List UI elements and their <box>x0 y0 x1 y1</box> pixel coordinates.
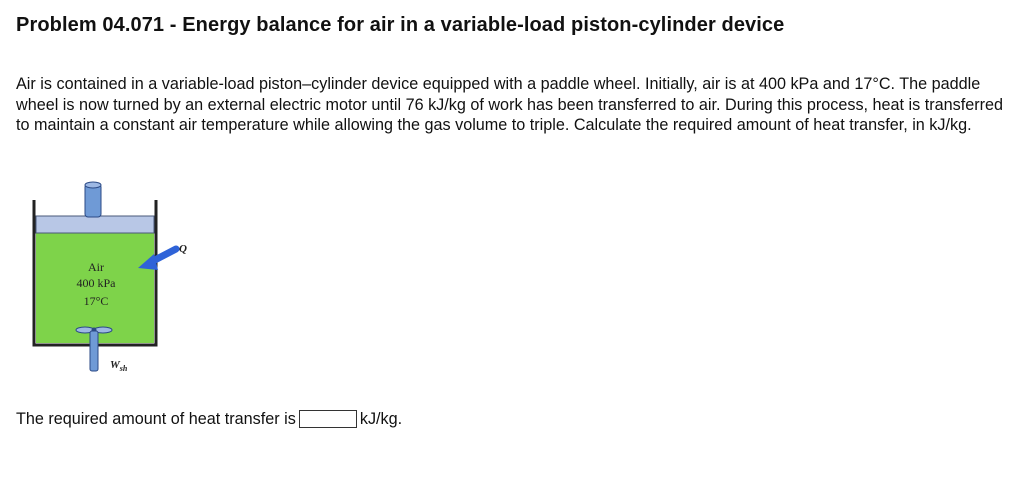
answer-unit: kJ/kg. <box>359 410 403 428</box>
temperature-label: 17°C <box>83 294 109 308</box>
shaft-work-label-main: W <box>110 359 120 371</box>
answer-line <box>16 408 402 430</box>
shaft-work-label <box>110 359 128 373</box>
gas-label: Air <box>88 260 104 274</box>
problem-title: Problem 04.071 - Energy balance for air in a variable-load piston-cylinder device <box>16 14 785 36</box>
shaft-work-label-sub: sh <box>119 364 128 373</box>
pressure-label: 400 kPa <box>76 276 116 290</box>
heat-transfer-answer-input[interactable] <box>299 410 357 428</box>
problem-statement: Air is contained in a variable-load piston–cylinder device equipped with a paddle wheel. Initially, air is at 400 kPa and 17°C. The paddle wheel is now turned by an external electric motor until 76 kJ/kg of work has been transferred to air. During this process, heat is transferred to maintain a constant air temperature while allowing the gas volume to triple. Calculate the required amount of heat transfer, in kJ/kg. <box>16 75 1004 134</box>
piston-rod-cap <box>85 182 101 188</box>
piston <box>36 216 154 233</box>
piston-cylinder-figure <box>24 178 204 378</box>
paddle-shaft <box>90 331 98 371</box>
piston-rod <box>85 184 101 217</box>
answer-prefix: The required amount of heat transfer is <box>16 410 296 428</box>
heat-label: Q <box>179 243 187 255</box>
